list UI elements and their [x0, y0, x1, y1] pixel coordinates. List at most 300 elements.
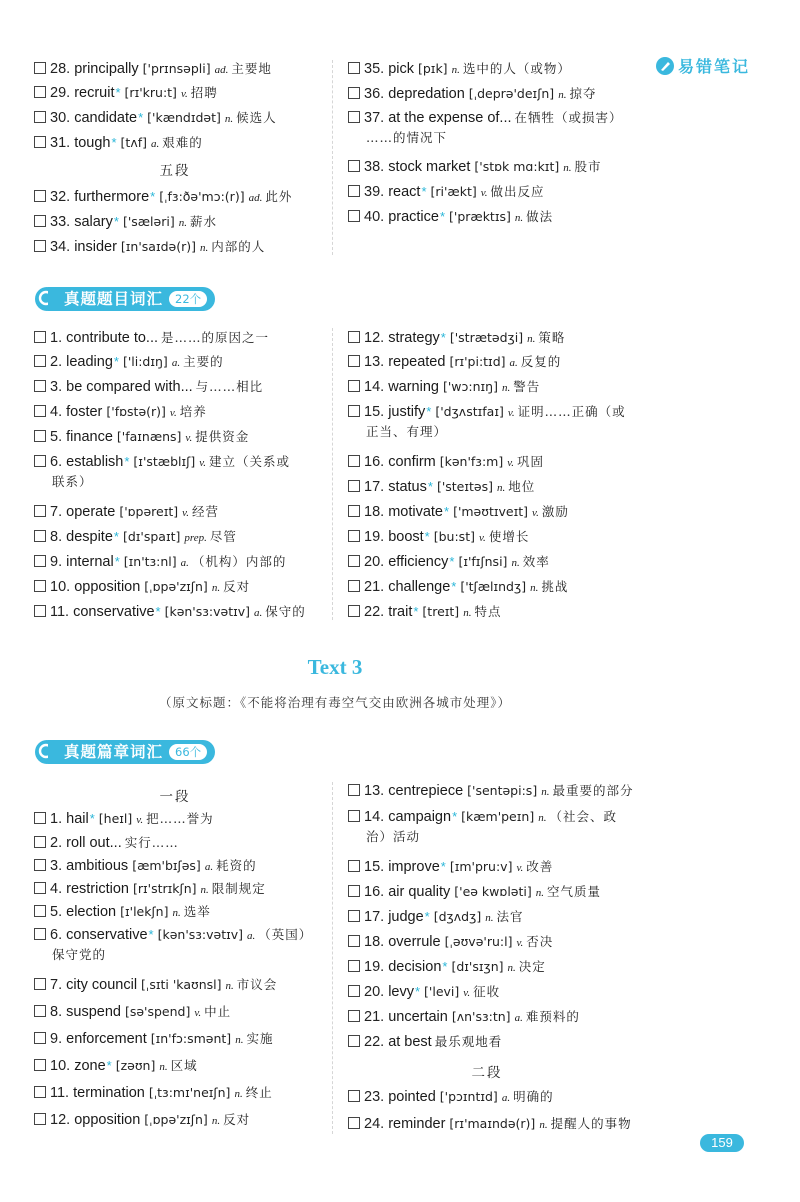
word-text: recruit [74, 85, 115, 101]
word-text: react [388, 184, 421, 200]
word-text: leading [66, 354, 113, 370]
word-text: restriction [66, 881, 129, 897]
star-icon: * [451, 579, 457, 594]
word-number: 7. [50, 504, 67, 520]
phonetic: ['ɒpəreɪt] [119, 504, 179, 519]
word-item [34, 374, 369, 400]
phonetic: [ɪn'fɔ:smənt] [150, 1031, 232, 1046]
meaning: 限制规定 [211, 881, 266, 896]
phonetic: [tʌf] [120, 135, 147, 150]
phonetic: ['tʃælɪndʒ] [460, 579, 527, 594]
word-number: 7. [50, 977, 67, 993]
phonetic: [heɪl] [98, 811, 133, 826]
word-item [34, 1107, 369, 1134]
word-text: reminder [388, 1116, 446, 1132]
meaning: 决定 [518, 959, 546, 974]
part-of-speech: n. [235, 1034, 244, 1046]
phonetic: [rɪ'strɪkʃn] [132, 881, 197, 896]
word-item [348, 854, 683, 881]
checkbox-icon [34, 505, 46, 517]
word-text: conservative [66, 927, 148, 943]
word-text: roll out... [66, 835, 122, 851]
checkbox-icon [348, 405, 360, 417]
word-number: 11. [50, 1085, 74, 1101]
part-of-speech: v. [194, 1007, 202, 1019]
word-number: 6. [50, 454, 67, 470]
word-text: depredation [388, 86, 465, 102]
part-of-speech: n. [159, 1061, 168, 1073]
meaning: （机构）内部的 [191, 554, 287, 569]
meaning: 是……的原因之一 [161, 330, 270, 345]
part-of-speech: v. [136, 814, 144, 826]
part-of-speech: n. [558, 89, 567, 101]
checkbox-icon [34, 812, 46, 824]
paragraph-1-heading: 一段 [159, 789, 191, 805]
word-text: practice [388, 209, 439, 225]
word-number: 16. [364, 454, 389, 470]
word-number: 32. [50, 189, 75, 205]
word-item [34, 972, 369, 999]
word-item [348, 81, 683, 108]
meaning: 提醒人的事物 [550, 1116, 632, 1131]
word-text: efficiency [388, 554, 449, 570]
word-text: repeated [388, 354, 446, 370]
phonetic: [rɪ'maɪndə(r)] [449, 1116, 536, 1131]
part-of-speech: n. [178, 217, 187, 229]
word-item [34, 105, 369, 132]
word-text: enforcement [66, 1031, 147, 1047]
word-number: 18. [364, 504, 389, 520]
part-of-speech: n. [234, 1088, 243, 1100]
word-item [34, 234, 369, 261]
word-number: 22. [364, 1034, 389, 1050]
meaning: 征收 [473, 984, 501, 999]
column-divider [332, 328, 333, 620]
star-icon: * [111, 135, 117, 150]
part-of-speech: n. [507, 962, 516, 974]
word-text: decision [388, 959, 442, 975]
word-number: 36. [364, 86, 389, 102]
meaning: 效率 [522, 554, 550, 569]
word-text: pointed [388, 1089, 436, 1105]
word-count-badge: 66个 [169, 744, 207, 760]
word-item [34, 524, 369, 551]
word-item [348, 1111, 683, 1138]
meaning: 特点 [474, 604, 502, 619]
meaning: 难预料的 [525, 1009, 580, 1024]
checkbox-icon [34, 240, 46, 252]
part-of-speech: n. [511, 557, 520, 569]
star-icon: * [113, 529, 119, 544]
checkbox-icon [348, 985, 360, 997]
checkbox-icon [34, 859, 46, 871]
word-item [348, 549, 683, 576]
word-item [348, 154, 683, 181]
word-text: be compared with... [66, 379, 193, 395]
word-text: conservative [73, 604, 155, 620]
meaning: 实行…… [124, 835, 179, 850]
word-number: 39. [364, 184, 389, 200]
word-text: foster [66, 404, 103, 420]
word-number: 18. [364, 934, 389, 950]
star-icon: * [148, 927, 154, 942]
phonetic: ['pɔɪntɪd] [439, 1089, 498, 1104]
checkbox-icon [348, 935, 360, 947]
checkbox-icon [34, 905, 46, 917]
star-icon: * [155, 604, 161, 619]
part-of-speech: a. [180, 557, 189, 569]
meaning: 改善 [526, 859, 554, 874]
part-of-speech: a. [514, 1012, 523, 1024]
checkbox-icon [34, 555, 46, 567]
word-text: furthermore [74, 189, 150, 205]
phonetic: [ˌəʊvə'ru:l] [444, 934, 513, 949]
meaning: 中止 [204, 1004, 232, 1019]
meaning-continued: ……的情况下 [366, 130, 448, 145]
word-text: opposition [74, 579, 141, 595]
word-text: air quality [388, 884, 451, 900]
part-of-speech: n. [225, 980, 234, 992]
word-text: city council [66, 977, 138, 993]
part-of-speech: v. [185, 432, 193, 444]
star-icon: * [421, 184, 427, 199]
star-icon: * [106, 1058, 112, 1073]
phonetic: [kən'sɜ:vətɪv] [157, 927, 244, 942]
brand-logo-text: 易错笔记 [678, 57, 751, 76]
word-text: candidate [74, 110, 138, 126]
star-icon: * [426, 404, 432, 419]
word-number: 23. [364, 1089, 389, 1105]
phonetic: [ˌtɜ:mɪ'neɪʃn] [148, 1085, 231, 1100]
part-of-speech: v. [516, 862, 524, 874]
word-text: salary [74, 214, 113, 230]
star-icon: * [114, 554, 120, 569]
word-number: 20. [364, 554, 389, 570]
checkbox-icon [34, 1113, 46, 1125]
phonetic: ['faɪnæns] [116, 429, 182, 444]
word-number: 12. [50, 1112, 75, 1128]
word-item [34, 184, 369, 211]
phonetic: ['sæləri] [122, 214, 175, 229]
meaning: 掠夺 [569, 86, 597, 101]
checkbox-icon [34, 580, 46, 592]
part-of-speech: n. [200, 242, 209, 254]
checkbox-icon [348, 480, 360, 492]
word-item [34, 349, 369, 376]
word-text: levy [388, 984, 414, 1000]
word-item [348, 879, 683, 906]
word-text: overrule [388, 934, 441, 950]
phonetic: [æm'bɪʃəs] [132, 858, 201, 873]
checkbox-icon [348, 960, 360, 972]
checkbox-icon [348, 530, 360, 542]
part-of-speech: n. [485, 912, 494, 924]
checkbox-icon [34, 430, 46, 442]
part-of-speech: n. [200, 884, 209, 896]
phonetic: [ɪ'lekʃn] [120, 904, 169, 919]
word-number: 11. [50, 604, 74, 620]
meaning: 主要的 [183, 354, 224, 369]
text-title: Text 3 [307, 655, 363, 679]
part-of-speech: n. [463, 607, 472, 619]
phonetic: ['præktɪs] [449, 209, 511, 224]
checkbox-icon [348, 331, 360, 343]
meaning: 候选人 [236, 110, 277, 125]
word-item [348, 325, 683, 352]
phonetic: [ʌn'sɜ:tn] [451, 1009, 511, 1024]
word-item [34, 1053, 369, 1080]
word-text: establish [66, 454, 124, 470]
star-icon: * [439, 209, 446, 224]
checkbox-icon [34, 1005, 46, 1017]
meaning: 保守的 [265, 604, 306, 619]
word-item [348, 1084, 683, 1111]
meaning: 提供资金 [195, 429, 250, 444]
checkbox-icon [34, 355, 46, 367]
checkbox-icon [34, 1059, 46, 1071]
part-of-speech: v. [180, 88, 188, 100]
part-of-speech: a. [254, 607, 263, 619]
phonetic: [ˌdeprə'deɪʃn] [468, 86, 555, 101]
part-of-speech: ad. [214, 64, 229, 76]
phonetic: [ɪ'fɪʃnsi] [458, 554, 508, 569]
meaning: 把……誉为 [146, 811, 214, 826]
part-of-speech: n. [530, 582, 539, 594]
word-item [348, 954, 683, 981]
part-of-speech: n. [501, 382, 511, 394]
paragraph-5-heading: 五段 [159, 163, 191, 179]
meaning: 建立（关系或 [209, 454, 291, 469]
word-number: 17. [364, 479, 389, 495]
word-item [34, 806, 369, 833]
part-of-speech: prep. [184, 532, 207, 544]
meaning: 耗资的 [216, 858, 257, 873]
word-text: internal [66, 554, 114, 570]
phonetic: [kən'sɜ:vətɪv] [164, 604, 251, 619]
checkbox-icon [34, 1086, 46, 1098]
word-number: 9. [50, 554, 67, 570]
meaning: 区域 [170, 1058, 198, 1073]
checkbox-icon [348, 810, 360, 822]
phonetic: ['stɒk mɑ:kɪt] [474, 159, 560, 174]
meaning: 与……相比 [195, 379, 264, 394]
checkbox-icon [348, 160, 360, 172]
meaning: 培养 [179, 404, 207, 419]
checkbox-icon [348, 1117, 360, 1129]
column-divider [332, 782, 333, 1134]
word-number: 6. [50, 927, 67, 943]
part-of-speech: v. [516, 937, 524, 949]
phonetic: [ˌɒpə'zɪʃn] [144, 1112, 208, 1127]
word-number: 34. [50, 239, 75, 255]
word-number: 22. [364, 604, 389, 620]
part-of-speech: a. [509, 357, 518, 369]
part-of-speech: v. [199, 457, 207, 469]
checkbox-icon [34, 882, 46, 894]
checkbox-icon [348, 87, 360, 99]
banner-title-text: 真题题目词汇 [64, 290, 164, 308]
word-number: 5. [50, 904, 67, 920]
phonetic: [ˌsɪti 'kaʊnsl] [141, 977, 222, 992]
word-item [348, 1004, 683, 1031]
meaning: 空气质量 [546, 884, 601, 899]
phonetic: ['fɒstə(r)] [106, 404, 166, 419]
phonetic: [kæm'peɪn] [461, 809, 535, 824]
checkbox-icon [34, 405, 46, 417]
phonetic: [dɪ'sɪʒn] [451, 959, 504, 974]
checkbox-icon [34, 136, 46, 148]
part-of-speech: n. [514, 212, 524, 224]
phonetic: ['levi] [424, 984, 460, 999]
word-number: 2. [50, 835, 67, 851]
word-item [348, 524, 683, 551]
checkbox-icon [348, 910, 360, 922]
meaning: 反对 [223, 1112, 251, 1127]
checkbox-icon [348, 580, 360, 592]
word-text: improve [388, 859, 440, 875]
word-number: 35. [364, 61, 389, 77]
meaning: 做出反应 [490, 184, 545, 199]
word-text: stock market [388, 159, 471, 175]
word-number: 29. [50, 85, 75, 101]
part-of-speech: a. [501, 1092, 511, 1104]
word-number: 13. [364, 354, 389, 370]
phonetic: ['məʊtɪveɪt] [453, 504, 529, 519]
word-number: 1. [50, 811, 67, 827]
part-of-speech: ad. [248, 192, 263, 204]
word-number: 40. [364, 209, 389, 225]
word-number: 3. [50, 379, 67, 395]
word-number: 5. [50, 429, 67, 445]
part-of-speech: n. [224, 113, 234, 125]
part-of-speech: v. [532, 507, 539, 519]
column-divider [332, 60, 333, 255]
word-number: 14. [364, 809, 389, 825]
checkbox-icon [34, 978, 46, 990]
word-number: 30. [50, 110, 75, 126]
section-banner-passage-words [34, 738, 215, 766]
part-of-speech: v. [507, 407, 515, 419]
checkbox-icon [348, 860, 360, 872]
phonetic: [ɪn'tɜ:nl] [123, 554, 177, 569]
meaning: 艰难的 [162, 135, 203, 150]
word-number: 19. [364, 959, 389, 975]
meaning: 股市 [574, 159, 602, 174]
phonetic: [bu:st] [433, 529, 475, 544]
word-number: 31. [50, 135, 75, 151]
word-text: status [388, 479, 427, 495]
meaning: 最重要的部分 [552, 783, 634, 798]
word-item [348, 1029, 683, 1055]
word-item [348, 179, 683, 206]
checkbox-icon [34, 530, 46, 542]
meaning: 市议会 [236, 977, 278, 992]
word-item [348, 499, 683, 526]
checkbox-icon [34, 215, 46, 227]
star-icon: * [440, 859, 446, 874]
phonetic: [pɪk] [417, 61, 448, 76]
part-of-speech: v. [507, 457, 515, 469]
star-icon: * [424, 909, 430, 924]
word-number: 37. [364, 110, 389, 126]
word-text: election [66, 904, 117, 920]
word-number: 2. [50, 354, 67, 370]
word-number: 33. [50, 214, 75, 230]
checkbox-icon [348, 210, 360, 222]
word-number: 14. [364, 379, 389, 395]
word-item [34, 325, 369, 351]
meaning: 在牺牲（或损害） [514, 110, 623, 125]
original-title: （原文标题：《不能将治理有毒空气交由欧洲各城市处理》） [158, 695, 511, 710]
word-item [34, 56, 369, 83]
phonetic: ['eə kwɒləti] [454, 884, 532, 899]
word-text: suspend [66, 1004, 121, 1020]
word-item [34, 1080, 369, 1107]
word-number: 21. [364, 579, 389, 595]
meaning: 反对 [223, 579, 251, 594]
meaning: 此外 [265, 189, 293, 204]
phonetic: [ɪn'saɪdə(r)] [120, 239, 196, 254]
star-icon: * [113, 214, 119, 229]
checkbox-icon [348, 111, 360, 123]
banner-title [48, 740, 215, 764]
word-number: 28. [50, 61, 75, 77]
word-number: 20. [364, 984, 389, 1000]
word-item [34, 499, 369, 526]
checkbox-icon [348, 1090, 360, 1102]
meaning: 策略 [538, 330, 566, 345]
word-text: boost [388, 529, 424, 545]
word-number: 4. [50, 881, 67, 897]
meaning: 薪水 [189, 214, 217, 229]
part-of-speech: n. [538, 812, 547, 824]
phonetic: [ɪm'pru:v] [449, 859, 513, 874]
meaning: 做法 [526, 209, 554, 224]
checkbox-icon [348, 1035, 360, 1047]
star-icon: * [424, 529, 430, 544]
word-number: 15. [364, 404, 389, 420]
star-icon: * [138, 110, 144, 125]
checkbox-icon [34, 380, 46, 392]
word-number: 8. [50, 529, 67, 545]
word-number: 21. [364, 1009, 389, 1025]
word-number: 24. [364, 1116, 389, 1132]
word-text: finance [66, 429, 113, 445]
star-icon: * [440, 330, 446, 345]
word-text: opposition [74, 1112, 141, 1128]
word-text: uncertain [388, 1009, 448, 1025]
meaning: 使增长 [488, 529, 530, 544]
phonetic: ['kændɪdət] [147, 110, 221, 125]
word-number: 3. [50, 858, 67, 874]
word-item [348, 474, 683, 501]
meaning: （社会、政 [549, 809, 617, 824]
word-text: hail [66, 811, 89, 827]
word-item [348, 904, 683, 931]
part-of-speech: n. [541, 786, 550, 798]
word-item [348, 778, 683, 805]
word-item [34, 399, 369, 426]
phonetic: [sə'spend] [124, 1004, 191, 1019]
checkbox-icon [348, 355, 360, 367]
word-item [34, 574, 369, 601]
meaning: 尽管 [209, 529, 237, 544]
meaning: 选中的人（或物） [462, 61, 571, 76]
word-item [348, 574, 683, 601]
checkbox-icon [34, 111, 46, 123]
part-of-speech: v. [478, 532, 486, 544]
word-number: 38. [364, 159, 389, 175]
